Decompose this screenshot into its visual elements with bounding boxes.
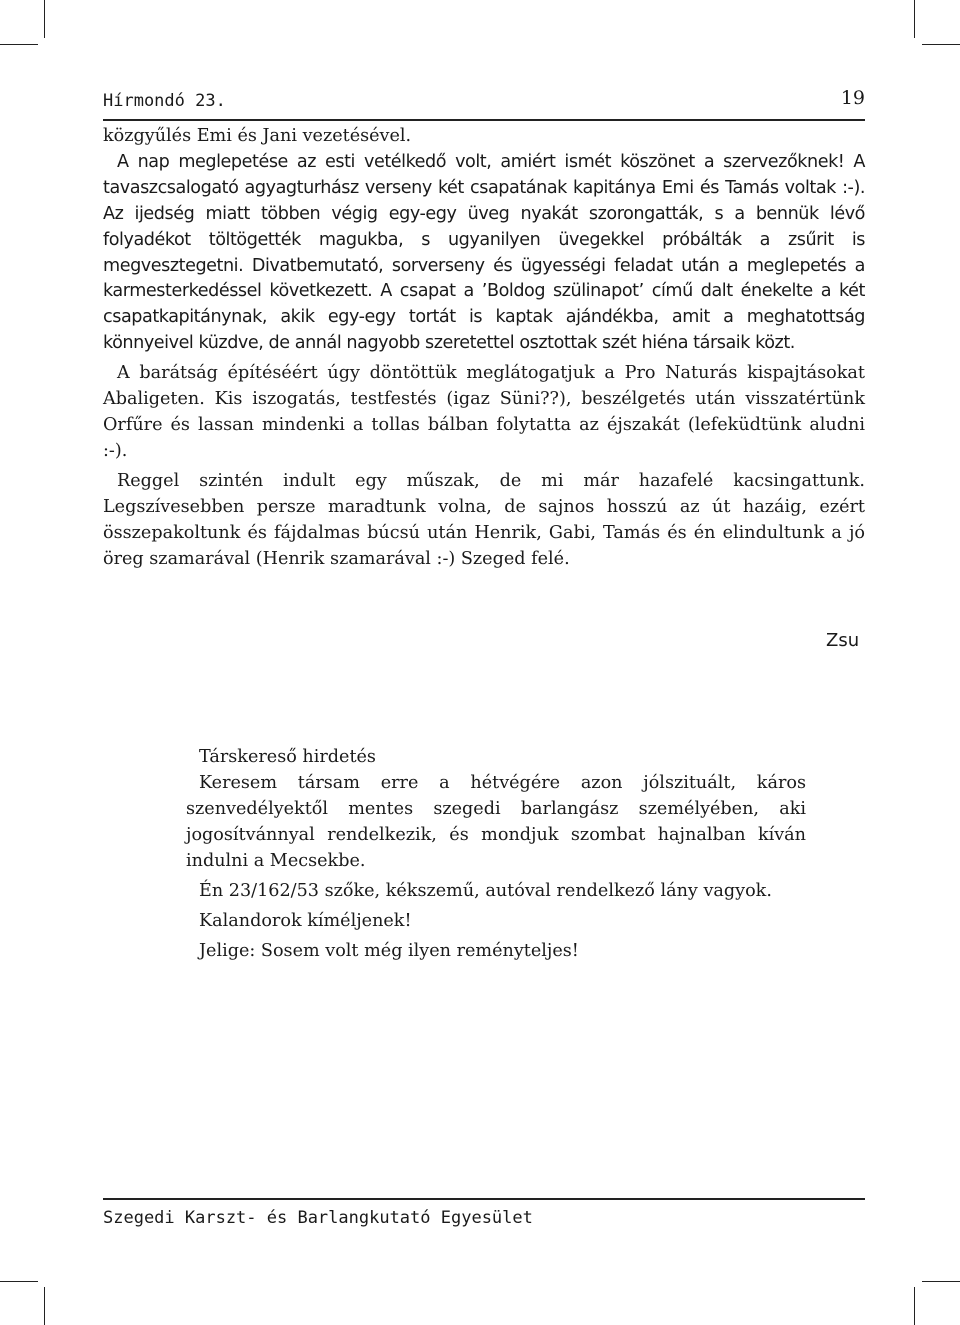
article-paragraph: A barátság építéséért úgy döntöttük meglátogatjuk a Pro Naturás kispajtásokat Abaligeten. Kis iszogatás, testfestés (igaz Süni??), beszélgetés után visszatértünk Orfűre és lassan mindenki a tollas bálban folytatta az éjszakát (lefeküdtünk aludni :-).: [103, 363, 865, 461]
ad-title: Társkereső hirdetés: [199, 747, 376, 767]
crop-mark: [914, 0, 915, 38]
article-paragraph: közgyűlés Emi és Jani vezetésével.: [103, 126, 412, 146]
crop-mark: [922, 1281, 960, 1282]
newsletter-title: Hírmondó 23.: [103, 91, 226, 111]
page-header: [103, 87, 865, 115]
crop-mark: [0, 1281, 38, 1282]
page-number: 19: [840, 87, 865, 109]
header-rule: [103, 119, 865, 121]
crop-mark: [0, 44, 38, 45]
ad-paragraph: Jelige: Sosem volt még ilyen reményteljes!: [199, 941, 579, 961]
footer-rule: [103, 1198, 865, 1200]
article-paragraph: A nap meglepetése az esti vetélkedő volt, amiért ismét köszönet a szervezőknek! A tavaszcsalogató agyagturhász verseny két csapatának kapitánya Emi és Tamás voltak :-). Az ijedség miatt többen végig egy-egy üveg nyakát szorongatták, s a bennük lévő folyadékot töltögették magukba, s ugyanilyen üvegekkel próbálták a zsűrit is megvesztegetni. Divatbemutató, sorverseny és ügyességi feladat után a meglepetés a karmesterkedéssel következett. A csapat a ’Boldog szülinapot’ című dalt énekelte a két csapatkapitánynak, akik egy-egy tortát is kaptak ajándékba, amit a meghatottság könnyeivel küzdve, de annál nagyobb szeretettel osztottak szét hiéna társaik közt.: [103, 151, 865, 354]
article-paragraph: Reggel szintén indult egy műszak, de mi már hazafelé kacsingattunk. Legszívesebben persze maradtunk volna, de sajnos hosszú az út hazáig, ezért összepakoltunk és fájdalmas búcsú után Henrik, Gabi, Tamás és én elindultunk a jó öreg szamarával (Henrik szamarával :-) Szeged felé.: [103, 470, 865, 569]
crop-mark: [44, 1287, 45, 1325]
crop-mark: [922, 44, 960, 45]
ad-paragraph: Én 23/162/53 szőke, kékszemű, autóval rendelkező lány vagyok.: [199, 881, 772, 901]
ad-paragraph: Kalandorok kíméljenek!: [199, 911, 412, 931]
ad-paragraph: Keresem társam erre a hétvégére azon jólszituált, káros szenvedélyektől mentes szegedi barlangász személyében, aki jogosítvánnyal rendelkezik, és mondjuk szombat hajnalban kíván indulni a Mecsekbe.: [186, 773, 806, 871]
personal-ad: [186, 744, 806, 964]
page-footer: Szegedi Karszt- és Barlangkutató Egyesület: [103, 1208, 533, 1228]
article-body: [103, 124, 865, 572]
article-signature: Zsu: [826, 630, 860, 651]
crop-mark: [914, 1287, 915, 1325]
crop-mark: [44, 0, 45, 38]
